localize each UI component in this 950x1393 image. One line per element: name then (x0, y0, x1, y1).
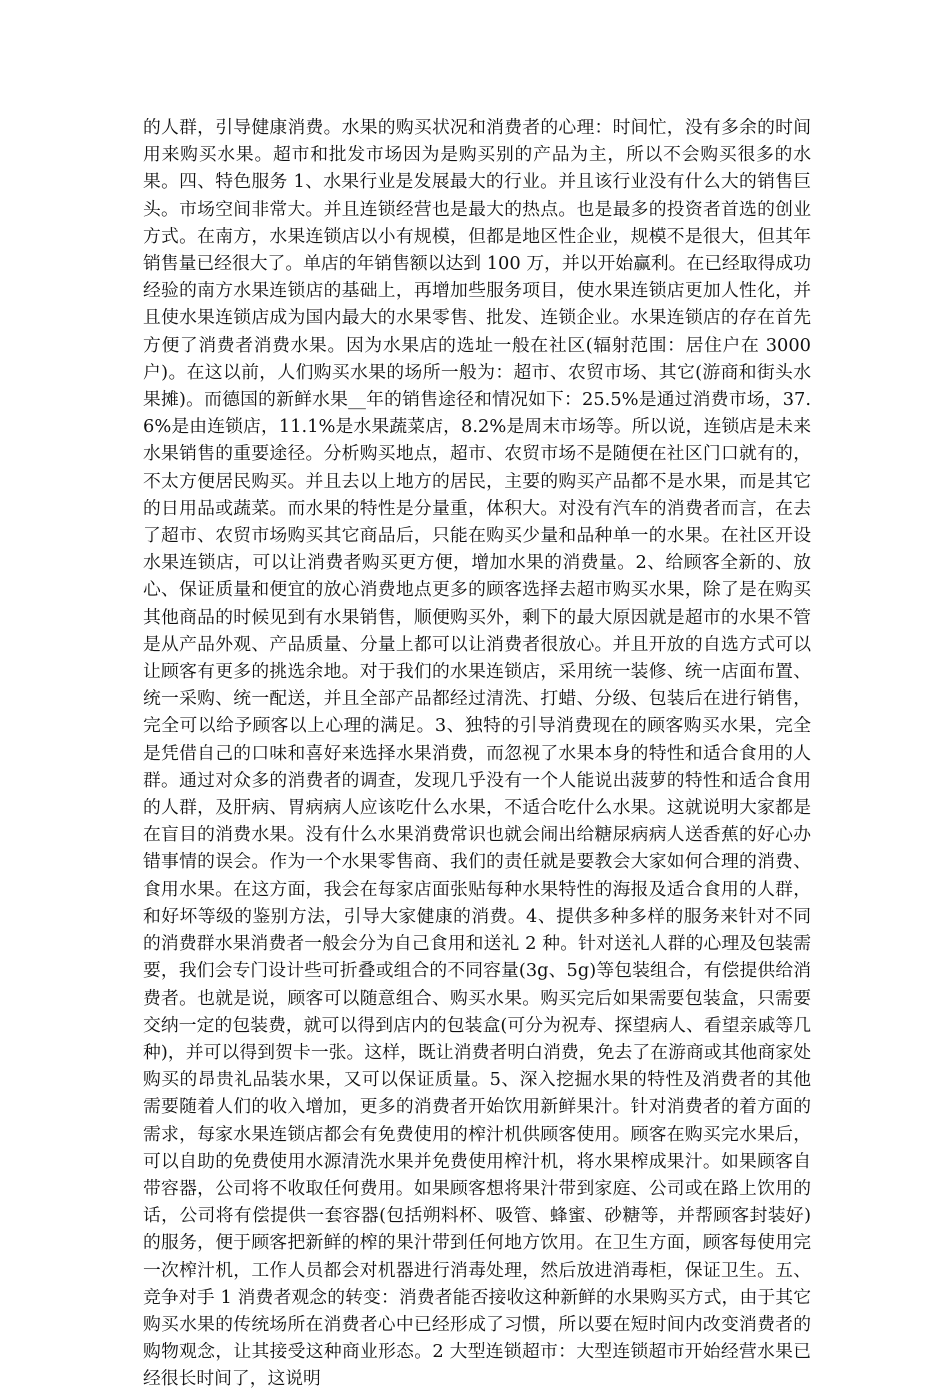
body-paragraph: 的人群，引导健康消费。水果的购买状况和消费者的心理：时间忙，没有多余的时间用来购买水果。超市和批发市场因为是购买别的产品为主，所以不会购买很多的水果。四、特色服务 1、水果行业是发展最大的行业。并且该行业没有什么大的销售巨头。市场空间非常大。并且连锁经营也是最大的热点。也是最多的投资者首选的创业方式。在南方，水果连锁店以小有规模，但都是地区性企业，规模不是很大，但其年销售量已经很大了。单店的年销售额以达到 100 万，并以开始赢利。在已经取得成功经验的南方水果连锁店的基础上，再增加些服务项目，使水果连锁店更加人性化，并且使水果连锁店成为国内最大的水果零售、批发、连锁企业。水果连锁店的存在首先方便了消费者消费水果。因为水果店的选址一般在社区(辐射范围：居住户在 3000 户)。在这以前，人们购买水果的场所一般为：超市、农贸市场、其它(游商和街头水果摊)。而德国的新鲜水果__年的销售途径和情况如下：25.5%是通过消费市场，37.6%是由连锁店，11.1%是水果蔬菜店，8.2%是周末市场等。所以说，连锁店是未来水果销售的重要途径。分析购买地点，超市、农贸市场不是随便在社区门口就有的，不太方便居民购买。并且去以上地方的居民，主要的购买产品都不是水果，而是其它的日用品或蔬菜。而水果的特性是分量重，体积大。对没有汽车的消费者而言，在去了超市、农贸市场购买其它商品后，只能在购买少量和品种单一的水果。在社区开设水果连锁店，可以让消费者购买更方便，增加水果的消费量。2、给顾客全新的、放心、保证质量和便宜的放心消费地点更多的顾客选择去超市购买水果，除了是在购买其他商品的时候见到有水果销售，顺便购买外，剩下的最大原因就是超市的水果不管是从产品外观、产品质量、分量上都可以让消费者很放心。并且开放的自选方式可以让顾客有更多的挑选余地。对于我们的水果连锁店，采用统一装修、统一店面布置、统一采购、统一配送，并且全部产品都经过清洗、打蜡、分级、包装后在进行销售，完全可以给予顾客以上心理的满足。3、独特的引导消费现在的顾客购买水果，完全是凭借自己的口味和喜好来选择水果消费，而忽视了水果本身的特性和适合食用的人群。通过对众多的消费者的调查，发现几乎没有一个人能说出菠萝的特性和适合食用的人群，及肝病、胃病病人应该吃什么水果，不适合吃什么水果。这就说明大家都是在盲目的消费水果。没有什么水果消费常识也就会闹出给糖尿病病人送香蕉的好心办错事情的误会。作为一个水果零售商、我们的责任就是要教会大家如何合理的消费、食用水果。在这方面，我会在每家店面张贴每种水果特性的海报及适合食用的人群，和好坏等级的鉴别方法，引导大家健康的消费。4、提供多种多样的服务来针对不同的消费群水果消费者一般会分为自己食用和送礼 2 种。针对送礼人群的心理及包装需要，我们会专门设计些可折叠或组合的不同容量(3g、5g)等包装组合，有偿提供给消费者。也就是说，顾客可以随意组合、购买水果。购买完后如果需要包装盒，只需要交纳一定的包装费，就可以得到店内的包装盒(可分为祝寿、探望病人、看望亲戚等几种)，并可以得到贺卡一张。这样，既让消费者明白消费，免去了在游商或其他商家处购买的昂贵礼品装水果，又可以保证质量。5、深入挖掘水果的特性及消费者的其他需要随着人们的收入增加，更多的消费者开始饮用新鲜果汁。针对消费者的着方面的需求，每家水果连锁店都会有免费使用的榨汁机供顾客使用。顾客在购买完水果后，可以自助的免费使用水源清洗水果并免费使用榨汁机，将水果榨成果汁。如果顾客自带容器，公司将不收取任何费用。如果顾客想将果汁带到家庭、公司或在路上饮用的话，公司将有偿提供一套容器(包括朔料杯、吸管、蜂蜜、砂糖等，并帮顾客封装好)的服务，便于顾客把新鲜的榨的果汁带到任何地方饮用。在卫生方面，顾客每使用完一次榨汁机，工作人员都会对机器进行消毒处理，然后放进消毒柜，保证卫生。五、竞争对手 1 消费者观念的转变：消费者能否接收这种新鲜的水果购买方式，由于其它购买水果的传统场所在消费者心中已经形成了习惯，所以要在短时间内改变消费者的购物观念，让其接受这种商业形态。2 大型连锁超市：大型连锁超市开始经营水果已经很长时间了，这说明 (143, 117, 811, 1390)
